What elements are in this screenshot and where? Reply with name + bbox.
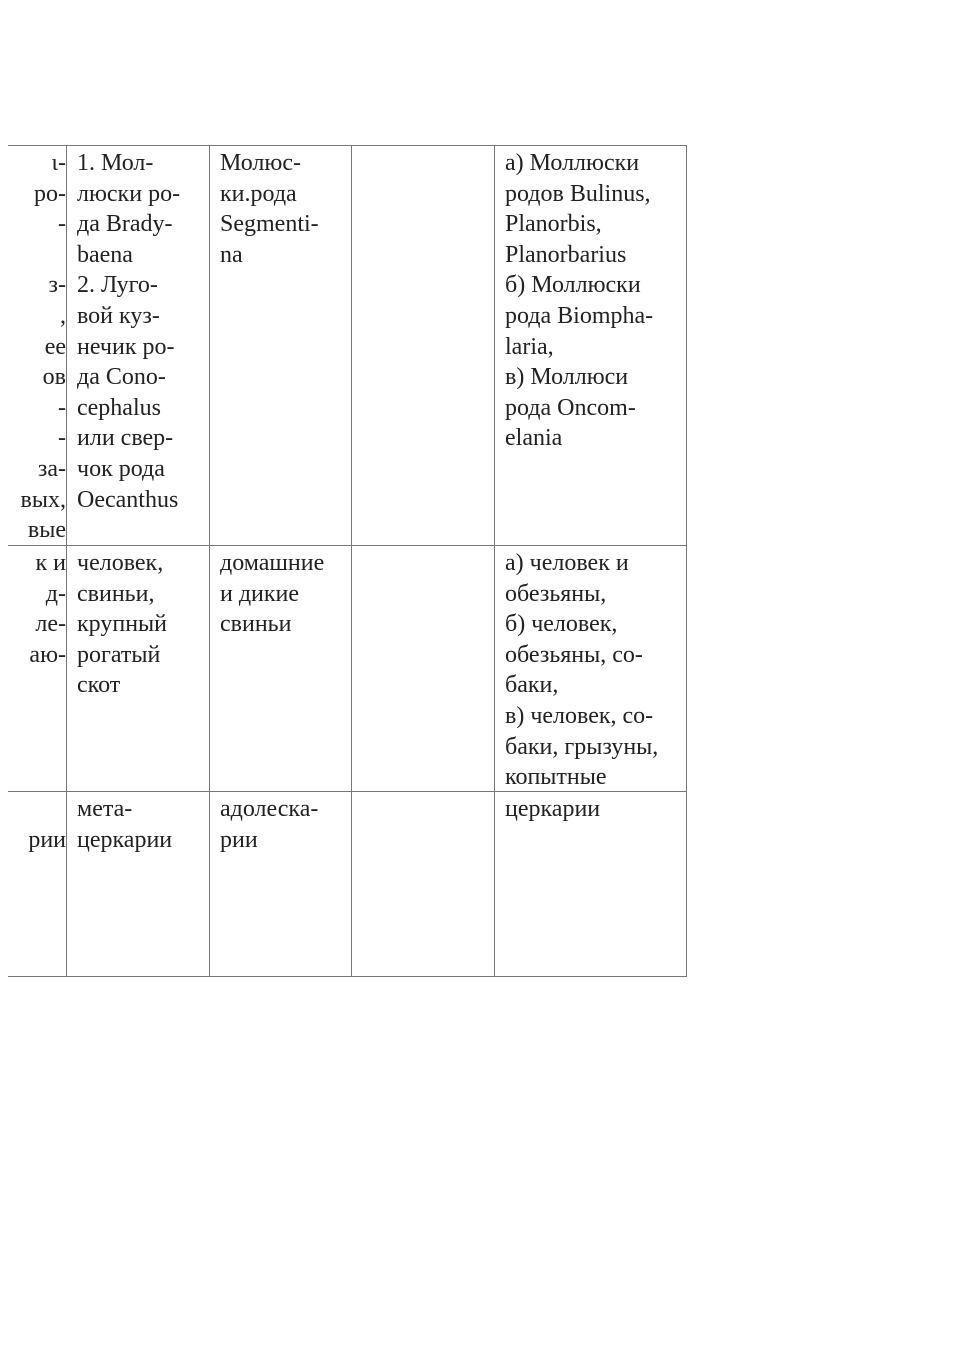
column-divider-4 bbox=[494, 145, 495, 977]
table-cell-empty bbox=[362, 545, 494, 791]
table-cell: а) Моллюски родов Bulinus, Planorbis, Planorbarius б) Моллюски рода Biompha- laria, в) Моллюси рода Oncom- elania bbox=[505, 150, 654, 452]
table-cell: 1. Мол- люски ро- да Brady- baena 2. Луго- вой куз- нечик ро- да Cono- cephalus или свер- чок рода Oecanthus bbox=[77, 150, 181, 513]
table-cell: человек, свиньи, крупный рогатый скот bbox=[77, 550, 167, 699]
column-divider-1 bbox=[66, 145, 67, 977]
column-divider-2 bbox=[209, 145, 210, 977]
table-cell-cut-off bbox=[8, 791, 66, 976]
table-cell: церкарии bbox=[505, 796, 601, 822]
table-cell: домашние и дикие свиньи bbox=[220, 550, 325, 638]
table-cell-empty bbox=[362, 145, 494, 545]
table-cell: мета- церкарии bbox=[77, 796, 173, 853]
cell-text: к и д- ле- аю- bbox=[29, 550, 66, 668]
table-cell-empty bbox=[362, 791, 494, 976]
cell-text: ι- ро- - з- , ее ов - - за- вых, вые bbox=[20, 150, 66, 544]
table-cell: а) человек и обезьяны, б) человек, обезьяны, со- баки, в) человек, со- баки, грызуны, копытные bbox=[505, 550, 659, 791]
table-bottom-border bbox=[8, 976, 687, 977]
table-cell-cut-off bbox=[8, 145, 66, 545]
table-cell: Молюс- ки.рода Segmenti- na bbox=[220, 150, 319, 268]
table-cell-cut-off bbox=[8, 545, 66, 791]
cell-text: рии bbox=[28, 826, 66, 853]
table-cell: адолеска- рии bbox=[220, 796, 319, 853]
